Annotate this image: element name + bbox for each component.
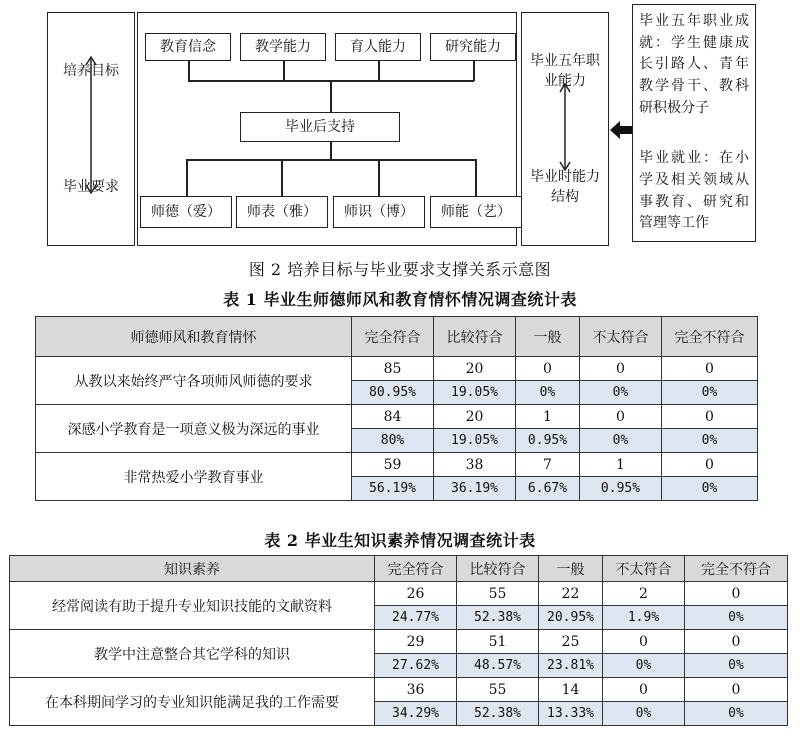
count-cell: 59	[352, 453, 434, 477]
table-row	[10, 630, 788, 654]
table2	[9, 555, 788, 726]
outcome-bottom-text: 毕业就业：在小学及相关领域从事教育、研究和管理等工作	[639, 150, 749, 232]
connector	[281, 159, 283, 197]
top-box-2: 教学能力	[240, 33, 326, 61]
column-header: 完全符合	[375, 556, 457, 582]
count-cell: 55	[457, 582, 539, 606]
top-box-4: 研究能力	[430, 33, 516, 61]
table-row	[36, 357, 758, 381]
percent-cell: 19.05%	[434, 381, 516, 405]
count-cell: 0	[516, 357, 580, 381]
count-cell: 0	[662, 405, 758, 429]
bottom-box-2: 师表（雅）	[236, 196, 328, 228]
percent-cell: 6.67%	[516, 477, 580, 501]
count-cell: 1	[580, 453, 662, 477]
count-cell: 20	[434, 405, 516, 429]
count-cell: 0	[580, 405, 662, 429]
count-cell: 7	[516, 453, 580, 477]
connector	[475, 159, 477, 197]
percent-cell: 36.19%	[434, 477, 516, 501]
connector	[188, 61, 190, 81]
count-cell: 0	[662, 357, 758, 381]
table-row	[10, 678, 788, 702]
requirement-label: 毕业要求	[63, 178, 119, 195]
percent-cell: 0%	[685, 702, 788, 726]
count-cell: 29	[375, 630, 457, 654]
count-cell: 84	[352, 405, 434, 429]
count-cell: 0	[603, 678, 685, 702]
column-header: 一般	[516, 317, 580, 357]
percent-cell: 48.57%	[457, 654, 539, 678]
percent-cell: 0%	[580, 429, 662, 453]
percent-cell: 1.9%	[603, 606, 685, 630]
row-item: 经常阅读有助于提升专业知识技能的文献资料	[10, 582, 375, 630]
count-cell: 36	[375, 678, 457, 702]
percent-cell: 0%	[685, 654, 788, 678]
left-arrow-icon	[610, 121, 632, 139]
percent-cell: 0%	[580, 381, 662, 405]
table1-caption: 表 1 毕业生师德师风和教育情怀情况调查统计表	[223, 290, 577, 309]
column-header: 不太符合	[580, 317, 662, 357]
column-header: 完全符合	[352, 317, 434, 357]
count-cell: 26	[375, 582, 457, 606]
bottom-box-4: 师能（艺）	[430, 196, 522, 228]
percent-cell: 0%	[685, 606, 788, 630]
count-cell: 0	[603, 630, 685, 654]
outcome-top-text: 毕业五年职业成就：学生健康成长引路人、青年教学骨干、教科研积极分子	[639, 13, 749, 116]
row-item: 在本科期间学习的专业知识能满足我的工作需要	[10, 678, 375, 726]
count-cell: 85	[352, 357, 434, 381]
column-header: 比较符合	[457, 556, 539, 582]
percent-cell: 13.33%	[539, 702, 603, 726]
figure-caption: 图 2 培养目标与毕业要求支撑关系示意图	[248, 260, 552, 279]
top-box-3: 育人能力	[335, 33, 421, 61]
count-cell: 0	[685, 678, 788, 702]
connector	[283, 61, 285, 81]
double-arrow-icon	[85, 55, 97, 195]
connector	[186, 159, 188, 197]
percent-cell: 0%	[603, 702, 685, 726]
percent-cell: 20.95%	[539, 606, 603, 630]
row-item: 从教以来始终严守各项师风师德的要求	[36, 357, 352, 405]
count-cell: 51	[457, 630, 539, 654]
table-header-row	[10, 556, 788, 582]
percent-cell: 56.19%	[352, 477, 434, 501]
percent-cell: 0.95%	[580, 477, 662, 501]
goal-label: 培养目标	[63, 62, 119, 79]
table-row	[10, 582, 788, 606]
count-cell: 14	[539, 678, 603, 702]
connector	[330, 80, 332, 112]
row-item: 教学中注意整合其它学科的知识	[10, 630, 375, 678]
row-item: 非常热爱小学教育事业	[36, 453, 352, 501]
column-header: 一般	[539, 556, 603, 582]
column-header: 知识素养	[10, 556, 375, 582]
count-cell: 0	[580, 357, 662, 381]
table-row	[36, 453, 758, 477]
career-ability-label: 毕业五年职业能力	[530, 52, 600, 89]
percent-cell: 80%	[352, 429, 434, 453]
count-cell: 22	[539, 582, 603, 606]
graduation-ability-label: 毕业时能力结构	[530, 168, 600, 205]
double-arrow-icon	[559, 82, 571, 172]
percent-cell: 52.38%	[457, 702, 539, 726]
count-cell: 20	[434, 357, 516, 381]
outcome-box	[632, 4, 756, 242]
percent-cell: 34.29%	[375, 702, 457, 726]
percent-cell: 80.95%	[352, 381, 434, 405]
percent-cell: 0.95%	[516, 429, 580, 453]
bottom-box-1: 师德（爱）	[140, 196, 232, 228]
count-cell: 1	[516, 405, 580, 429]
percent-cell: 0%	[662, 477, 758, 501]
count-cell: 0	[685, 582, 788, 606]
connector	[378, 61, 380, 81]
connector	[473, 61, 475, 81]
percent-cell: 24.77%	[375, 606, 457, 630]
connector	[186, 159, 476, 161]
column-header: 不太符合	[603, 556, 685, 582]
table1	[35, 316, 758, 501]
percent-cell: 52.38%	[457, 606, 539, 630]
table-header-row	[36, 317, 758, 357]
connector	[378, 159, 380, 197]
column-header: 师德师风和教育情怀	[36, 317, 352, 357]
percent-cell: 0%	[516, 381, 580, 405]
column-header: 完全不符合	[685, 556, 788, 582]
percent-cell: 19.05%	[434, 429, 516, 453]
table-row	[36, 405, 758, 429]
count-cell: 0	[685, 630, 788, 654]
count-cell: 55	[457, 678, 539, 702]
column-header: 比较符合	[434, 317, 516, 357]
table2-caption: 表 2 毕业生知识素养情况调查统计表	[264, 531, 536, 550]
count-cell: 38	[434, 453, 516, 477]
percent-cell: 27.62%	[375, 654, 457, 678]
row-item: 深感小学教育是一项意义极为深远的事业	[36, 405, 352, 453]
percent-cell: 0%	[662, 429, 758, 453]
count-cell: 25	[539, 630, 603, 654]
column-header: 完全不符合	[662, 317, 758, 357]
count-cell: 0	[662, 453, 758, 477]
connector	[330, 142, 332, 160]
bottom-box-3: 师识（博）	[333, 196, 425, 228]
percent-cell: 0%	[662, 381, 758, 405]
percent-cell: 0%	[603, 654, 685, 678]
top-box-1: 教育信念	[145, 33, 231, 61]
count-cell: 2	[603, 582, 685, 606]
center-box: 毕业后支持	[240, 112, 400, 142]
percent-cell: 23.81%	[539, 654, 603, 678]
